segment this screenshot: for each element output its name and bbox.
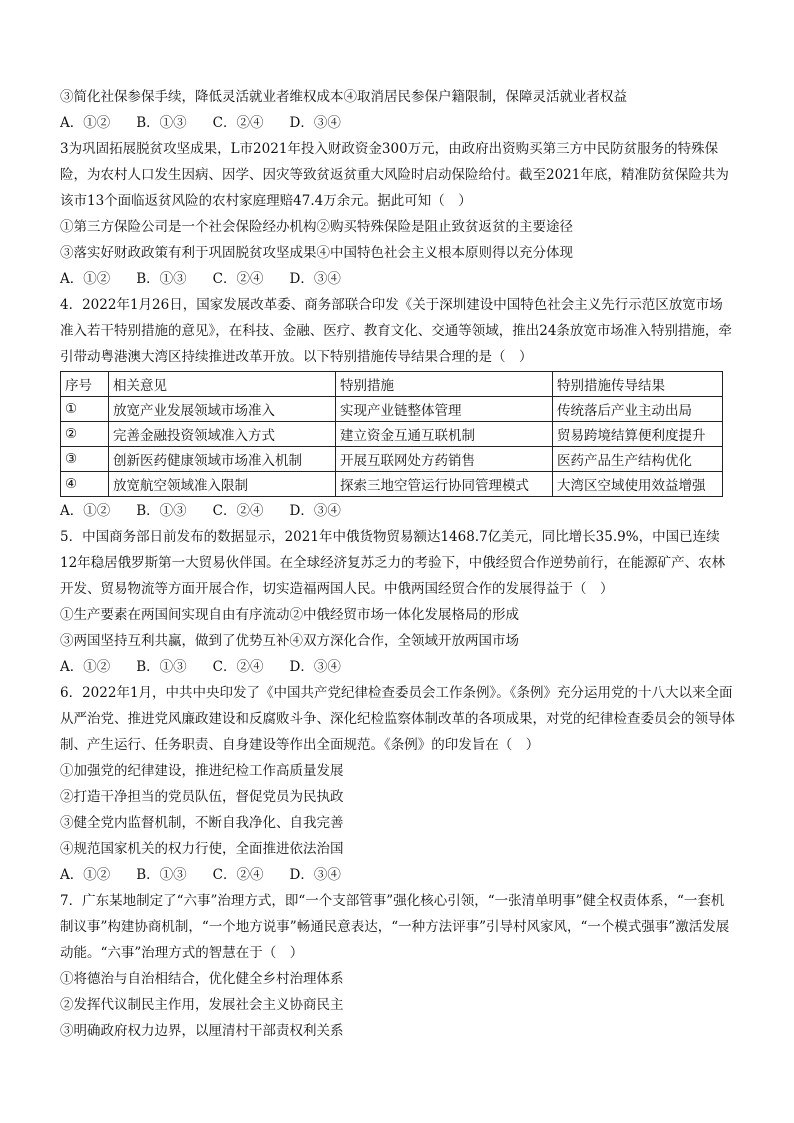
q7-option-2: ②发挥代议制民主作用，发展社会主义协商民主 xyxy=(60,997,344,1013)
q6-choices xyxy=(60,862,736,888)
table-row xyxy=(61,447,723,472)
table-cell: 传统落后产业主动出局 xyxy=(553,397,723,422)
choice-b[interactable]: B．①③ xyxy=(136,115,187,131)
table-cell: 创新医药健康领域市场准入机制 xyxy=(109,447,336,472)
table-cell: 医药产品生产结构优化 xyxy=(553,447,723,472)
q7-option-3: ③明确政府权力边界，以厘清村干部责权利关系 xyxy=(60,1023,344,1039)
q6-option-3: ③健全党内监督机制，不断自我净化、自我完善 xyxy=(60,815,344,831)
exam-page xyxy=(60,84,736,1044)
q4-choices xyxy=(60,498,736,524)
table-cell: 实现产业链整体管理 xyxy=(336,397,553,422)
choice-c[interactable]: C．②④ xyxy=(212,271,264,287)
header-cell: 序号 xyxy=(61,372,109,397)
choice-d[interactable]: D．③④ xyxy=(289,867,341,883)
header-cell: 相关意见 xyxy=(109,372,336,397)
choice-d[interactable]: D．③④ xyxy=(289,503,341,519)
choice-c[interactable]: C．②④ xyxy=(212,659,264,675)
choice-b[interactable]: B．①③ xyxy=(136,503,187,519)
q5-stem: 5．中国商务部日前发布的数据显示，2021年中俄货物贸易额达1468.7亿美元，同比增长35.9%，中国已连续12年稳居俄罗斯第一大贸易伙伴国。在全球经济复苏乏力的考验下，中俄经贸合作逆势前行，在能源矿产、农林开发、贸易物流等方面开展合作，切实造福两国人民。中俄两国经贸合作的发展得益于（ ） xyxy=(60,529,726,597)
choice-a[interactable]: A．①② xyxy=(60,503,111,519)
table-row xyxy=(61,397,723,422)
q6-option-1: ①加强党的纪律建设，推进纪检工作高质量发展 xyxy=(60,763,344,779)
table-header-row xyxy=(61,372,723,397)
table-cell: ② xyxy=(61,422,109,447)
table-cell: 开展互联网处方药销售 xyxy=(336,447,553,472)
table-row xyxy=(61,422,723,447)
choice-a[interactable]: A．①② xyxy=(60,659,111,675)
table-cell: ③ xyxy=(61,447,109,472)
choice-a[interactable]: A．①② xyxy=(60,115,111,131)
q5-option-line-1: ①生产要素在两国间实现自由有序流动②中俄经贸市场一体化发展格局的形成 xyxy=(60,607,519,623)
choice-d[interactable]: D．③④ xyxy=(289,115,341,131)
choice-a[interactable]: A．①② xyxy=(60,867,111,883)
choice-a[interactable]: A．①② xyxy=(60,271,111,287)
table-cell: 贸易跨境结算便利度提升 xyxy=(553,422,723,447)
header-cell: 特别措施 xyxy=(336,372,553,397)
table-cell: 探索三地空管运行协同管理模式 xyxy=(336,472,553,497)
table-cell: 完善金融投资领域准入方式 xyxy=(109,422,336,447)
q6-option-4: ④规范国家机关的权力行使，全面推进依法治国 xyxy=(60,841,344,857)
q4-stem: 4．2022年1月26日，国家发展改革委、商务部联合印发《关于深圳建设中国特色社会主义先行示范区放宽市场准入若干特别措施的意见》，在科技、金融、医疗、教育文化、交通等领域，推出24条放宽市场准入特别措施，牵引带动粤港澳大湾区持续推进改革开放。以下特别措施传导结果合理的是（ ） xyxy=(60,297,732,365)
choice-d[interactable]: D．③④ xyxy=(289,271,341,287)
choice-c[interactable]: C．②④ xyxy=(212,503,264,519)
q3-choices xyxy=(60,266,736,292)
q6-option-2: ②打造干净担当的党员队伍，督促党员为民执政 xyxy=(60,789,344,805)
q7-stem: 7．广东某地制定了“六事”治理方式，即“一个支部管事”强化核心引领，“一张清单明事”健全权责体系，“一套机制议事”构建协商机制，“一个地方说事”畅通民意表达，“一种方法评事”引导村风家风，“一个模式强事”激活发展动能。“六事”治理方式的智慧在于（ ） xyxy=(60,893,730,961)
header-cell: 特别措施传导结果 xyxy=(553,372,723,397)
choice-b[interactable]: B．①③ xyxy=(136,867,187,883)
q3-option-line-1: ①第三方保险公司是一个社会保险经办机构②购买特殊保险是阻止致贫返贫的主要途径 xyxy=(60,219,573,235)
choice-d[interactable]: D．③④ xyxy=(289,659,341,675)
table-cell: 建立资金互通互联机制 xyxy=(336,422,553,447)
q3-option-line-2: ③落实好财政政策有利于巩固脱贫攻坚成果④中国特色社会主义根本原则得以充分体现 xyxy=(60,245,573,261)
table-cell: ④ xyxy=(61,472,109,497)
q3-stem: 3为巩固拓展脱贫攻坚成果，L市2021年投入财政资金300万元，由政府出资购买第三方中民防贫服务的特殊保险，为农村人口发生因病、因学、因灾等致贫返贫重大风险时启动保险给付。截至2021年底，精准防贫保险共为该市13个面临返贫风险的农村家庭理赔47.4万余元。据此可知（ ） xyxy=(60,141,729,209)
table-cell: 放宽产业发展领域市场准入 xyxy=(109,397,336,422)
q2-choices xyxy=(60,110,736,136)
choice-b[interactable]: B．①③ xyxy=(136,659,187,675)
table-cell: 大湾区空域使用效益增强 xyxy=(553,472,723,497)
table-cell: 放宽航空领域准入限制 xyxy=(109,472,336,497)
choice-c[interactable]: C．②④ xyxy=(212,115,264,131)
q7-option-1: ①将德治与自治相结合，优化健全乡村治理体系 xyxy=(60,971,344,987)
q5-choices xyxy=(60,654,736,680)
table-cell: ① xyxy=(61,397,109,422)
q4-measures-table xyxy=(60,371,723,497)
q6-stem: 6．2022年1月，中共中央印发了《中国共产党纪律检查委员会工作条例》。《条例》充分运用党的十八大以来全面从严治党、推进党风廉政建设和反腐败斗争、深化纪检监察体制改革的各项成果，对党的纪律检查委员会的领导体制、产生运行、任务职责、自身建设等作出全面规范。《条例》的印发旨在（ ） xyxy=(60,685,735,753)
choice-c[interactable]: C．②④ xyxy=(212,867,264,883)
q2-option-line-2: ③简化社保参保手续，降低灵活就业者维权成本④取消居民参保户籍限制，保障灵活就业者权益 xyxy=(60,89,627,105)
q5-option-line-2: ③两国坚持互利共赢，做到了优势互补④双方深化合作，全领域开放两国市场 xyxy=(60,633,519,649)
table-row xyxy=(61,472,723,497)
choice-b[interactable]: B．①③ xyxy=(136,271,187,287)
